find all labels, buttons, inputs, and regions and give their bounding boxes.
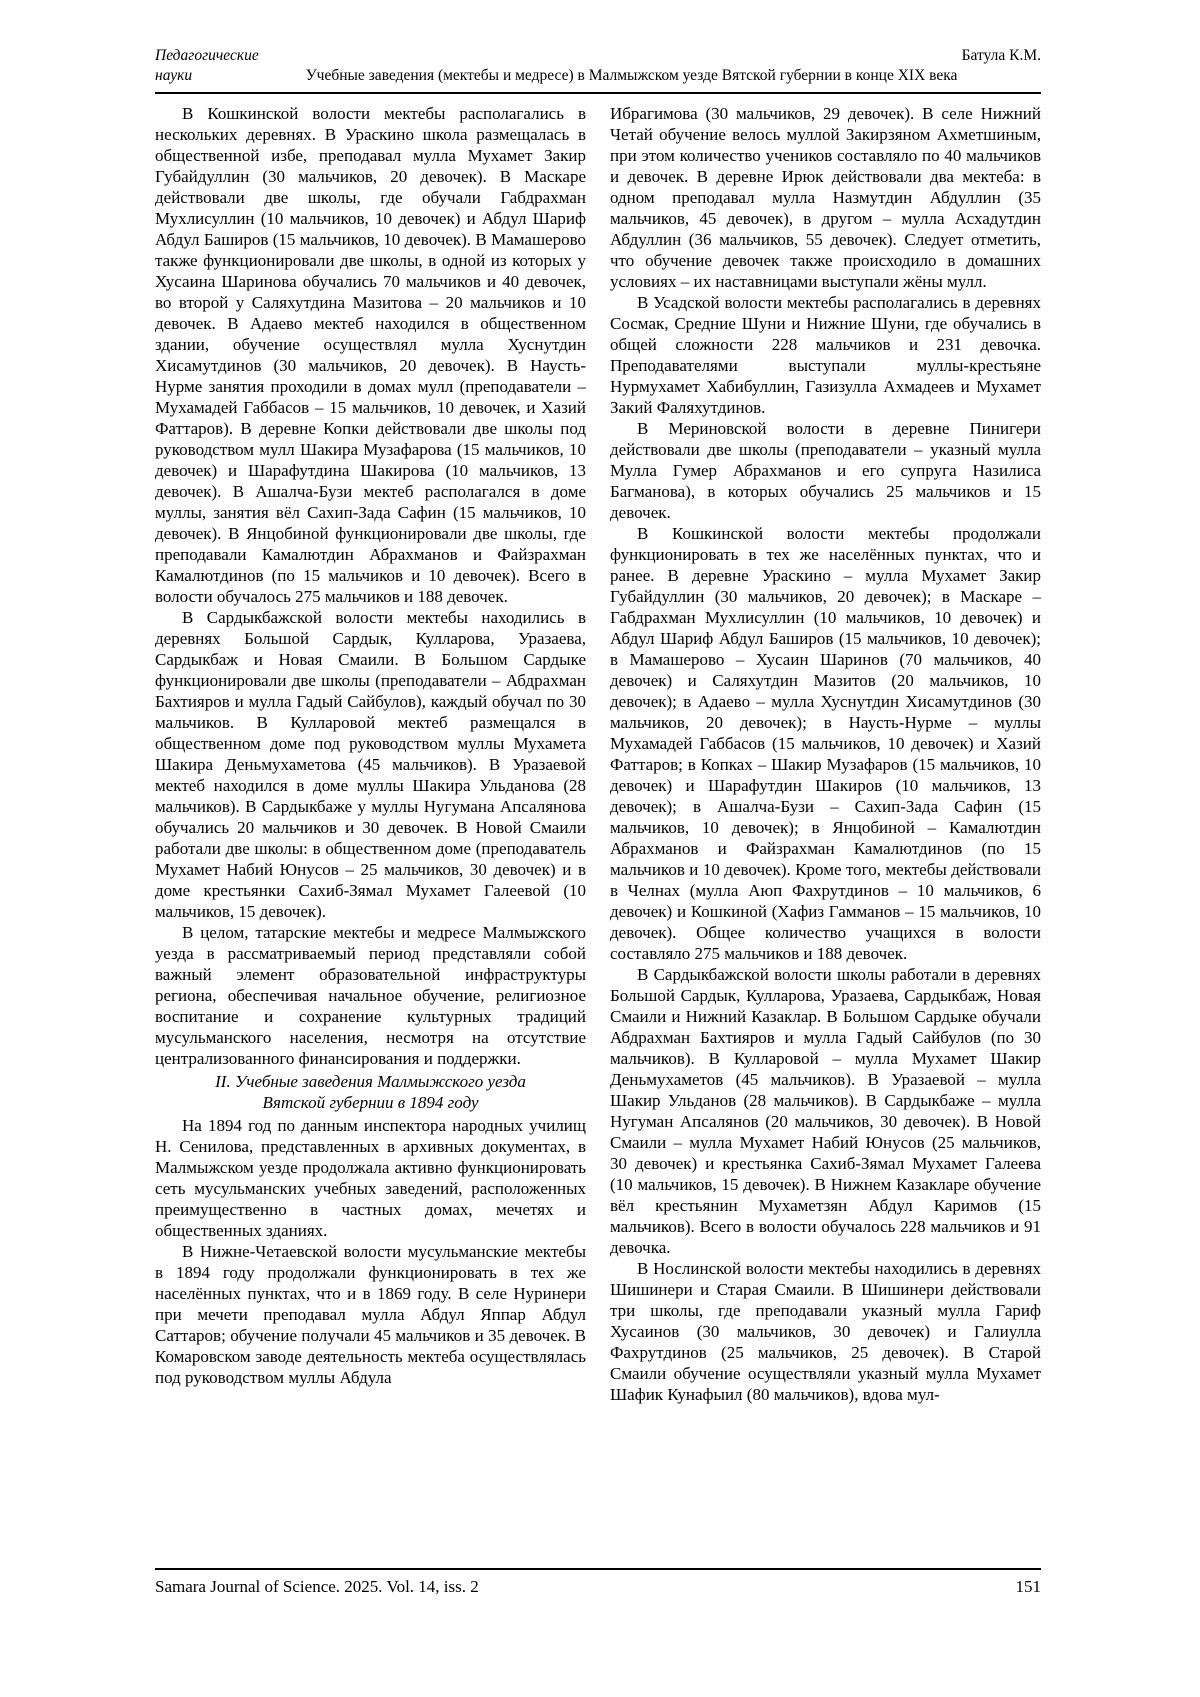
article-body (155, 103, 1041, 1405)
author-name: Батула К.М. (961, 47, 1041, 64)
header-row-2 (155, 66, 1041, 86)
left-column (155, 103, 586, 1405)
paragraph: На 1894 год по данным инспектора народных училищ Н. Сенилова, представленных в архивных документах, в Малмыжском уезде продолжала активно функционировать сеть мусульманских учебных заведений, расположенных преимущественно в частных домах, мечетях и общественных зданиях. (155, 1116, 586, 1240)
paragraph: В Сардыкбажской волости мектебы находились в деревнях Большой Сардык, Кулларова, Уразаева, Сардыкбаж и Новая Смаили. В Большом Сардыке функционировали две школы (преподаватели – Абдрахман Бахтияров и мулла Гадый Сайбулов), каждый обучал по 30 мальчиков. В Кулларовой мектеб размещался в общественном доме под руководством муллы Мухамета Шакира Деньмухаметова (45 мальчиков). В Уразаевой мектеб находился в доме муллы Шакира Ульданова (28 мальчиков). В Сардыкбаже у муллы Нугумана Апсалянова обучались 20 мальчиков и 30 девочек. В Новой Смаили работали две школы: в общественном доме (преподаватель Мухамет Набий Юнусов – 25 мальчиков, 30 девочек) и в доме крестьянки Сахиб-Зямал Мухамет Галеевой (10 мальчиков, 15 девочек). (155, 608, 586, 921)
journal-section-line1: Педагогические (155, 47, 259, 64)
section-heading-line1: II. Учебные заведения Малмыжского уезда (215, 1072, 526, 1091)
paragraph: В Нослинской волости мектебы находились в деревнях Шишинери и Старая Смаили. В Шишинери действовали три школы, где преподавали указный мулла Гариф Хусаинов (30 мальчиков, 30 девочек) и Галиулла Фахрутдинов (25 мальчиков, 25 девочек). В Старой Смаили обучение осуществляли указный мулла Мухамет Шафик Кунафыил (80 мальчиков), вдова мул- (610, 1259, 1041, 1404)
running-title: Учебные заведения (мектебы и медресе) в Малмыжском уезде Вятской губернии в конце XIX века (305, 67, 958, 84)
section-heading-line2: Вятской губернии в 1894 году (262, 1093, 479, 1112)
page-number: 151 (1015, 1577, 1041, 1596)
right-column (610, 103, 1041, 1405)
paragraph-continuation: Ибрагимова (30 мальчиков, 29 девочек). В селе Нижний Четай обучение велось муллой Закирзяном Ахметшиным, при этом количество учеников составляло по 40 мальчиков и девочек. В деревне Ирюк действовали два мектеба: в одном преподавал мулла Назмутдин Абдуллин (35 мальчиков, 45 девочек), в другом – мулла Асхадутдин Абдуллин (36 мальчиков, 55 девочек). Следует отметить, что обучение девочек также происходило в домашних условиях – их наставницами выступали жёны мулл. (610, 104, 1041, 291)
journal-section-line2: науки (155, 67, 193, 84)
paragraph: В Сардыкбажской волости школы работали в деревнях Большой Сардык, Кулларова, Уразаева, Сардыкбаж, Новая Смаили и Нижний Казаклар. В Большом Сардыке обучали Абдрахман Бахтияров и мулла Гадый Сайбулов (по 30 мальчиков). В Кулларовой – мулла Мухамет Шакир Деньмухаметов (45 мальчиков). В Уразаевой – мулла Шакир Ульданов (28 мальчиков). В Сардыкбаже – мулла Нугуман Апсалянов (20 мальчиков, 30 девочек). В Новой Смаили – мулла Мухамет Набий Юнусов (25 мальчиков, 30 девочек) и крестьянка Сахиб-Зямал Мухамет Галеева (10 мальчиков, 15 девочек). В Нижнем Казакларе обучение вёл крестьянин Мухаметзян Абдул Каримов (15 мальчиков). Всего в волости обучалось 228 мальчиков и 91 девочка. (610, 965, 1041, 1257)
paragraph: В Мериновской волости в деревне Пинигери действовали две школы (преподаватели – указный мулла Мулла Гумер Абрахманов и его супруга Назилиса Багманова), в которых обучались 25 мальчиков и 15 девочек. (610, 419, 1041, 522)
paragraph: В Кошкинской волости мектебы располагались в нескольких деревнях. В Ураскино школа размещалась в общественной избе, преподавал мулла Мухамет Закир Губайдуллин (30 мальчиков, 20 девочек). В Маскаре действовали две школы, где обучали Габдрахман Мухлисуллин (10 мальчиков, 10 девочек) и Абдул Шариф Абдул Баширов (15 мальчиков, 10 девочек). В Мамашерово также функционировали две школы, в одной из которых у Хусаина Шаринова обучались 70 мальчиков и 40 девочек, во второй у Саляхутдина Мазитова – 20 мальчиков и 10 девочек. В Адаево мектеб находился в общественном здании, обучение осуществлял мулла Хуснутдин Хисамутдинов (30 мальчиков, 20 девочек). В Наусть-Нурме занятия проходили в домах мулл (преподаватели – Мухамадей Габбасов – 15 мальчиков, 10 девочек, и Хазий Фаттаров). В деревне Копки действовали две школы под руководством мулл Шакира Музафарова (15 мальчиков, 10 девочек) и Шарафутдина Шакирова (10 мальчиков, 13 девочек). В Ашалча-Бузи мектеб располагался в доме муллы, занятия вёл Сахип-Зада Сафин (15 мальчиков, 10 девочек). В Янцобиной функционировали две школы, где преподавали Камалютдин Абрахманов и Файзрахман Камалютдинов (по 15 мальчиков и 10 девочек). Всего в волости обучалось 275 мальчиков и 188 девочек. (155, 104, 586, 606)
section-heading (155, 1071, 586, 1113)
paragraph: В Нижне-Четаевской волости мусульманские мектебы в 1894 году продолжали функционировать в тех же населённых пунктах, что и в 1869 году. В селе Нуринери при мечети преподавал мулла Абдул Яппар Абдул Саттаров; обучение получали 45 мальчиков и 35 девочек. В Комаровском заводе деятельность мектеба осуществлялась под руководством муллы Абдула (155, 1242, 586, 1387)
paragraph: В целом, татарские мектебы и медресе Малмыжского уезда в рассматриваемый период представляли собой важный элемент образовательной инфраструктуры региона, обеспечивая начальное обучение, религиозное воспитание и сохранение культурных традиций мусульманского населения, несмотря на отсутствие централизованного финансирования и поддержки. (155, 923, 586, 1068)
header-row-1 (155, 46, 1041, 66)
paragraph: В Кошкинской волости мектебы продолжали функционировать в тех же населённых пунктах, что и ранее. В деревне Ураскино – мулла Мухамет Закир Губайдуллин (30 мальчиков, 20 девочек); в Маскаре – Габдрахман Мухлисуллин (10 мальчиков, 10 девочек) и Абдул Шариф Абдул Баширов (15 мальчиков, 10 девочек); в Мамашерово – Хусаин Шаринов (70 мальчиков, 40 девочек) и Саляхутдин Мазитов (20 мальчиков, 10 девочек); в Адаево – мулла Хуснутдин Хисамутдинов (30 мальчиков, 20 девочек); в Наусть-Нурме – муллы Мухамадей Габбасов (15 мальчиков, 10 девочек) и Хазий Фаттаров; в Копках – Шакир Музафаров (15 мальчиков, 10 девочек) и Шарафутдин Шакиров (10 мальчиков, 13 девочек); в Ашалча-Бузи – Сахип-Зада Сафин (15 мальчиков, 10 девочек); в Янцобиной – Камалютдин Абрахманов и Файзрахман Камалютдинов (по 15 мальчиков и 10 девочек). Кроме того, мектебы действовали в Челнах (мулла Аюп Фахрутдинов – 10 мальчиков, 6 девочек) и Кошкиной (Хафиз Гамманов – 15 мальчиков, 10 девочек). Общее количество учащихся в волости составляло 275 мальчиков и 188 девочек. (610, 524, 1041, 963)
page-footer (155, 1568, 1041, 1597)
journal-citation: Samara Journal of Science. 2025. Vol. 14, iss. 2 (155, 1577, 479, 1596)
page-header (155, 46, 1041, 94)
paragraph: В Усадской волости мектебы располагались в деревнях Сосмак, Средние Шуни и Нижние Шуни, где обучались в общей сложности 228 мальчиков и 231 девочка. Преподавателями выступали муллы-крестьяне Нурмухамет Хабибуллин, Газизулла Ахмадеев и Мухамет Закий Фаляхутдинов. (610, 293, 1041, 417)
